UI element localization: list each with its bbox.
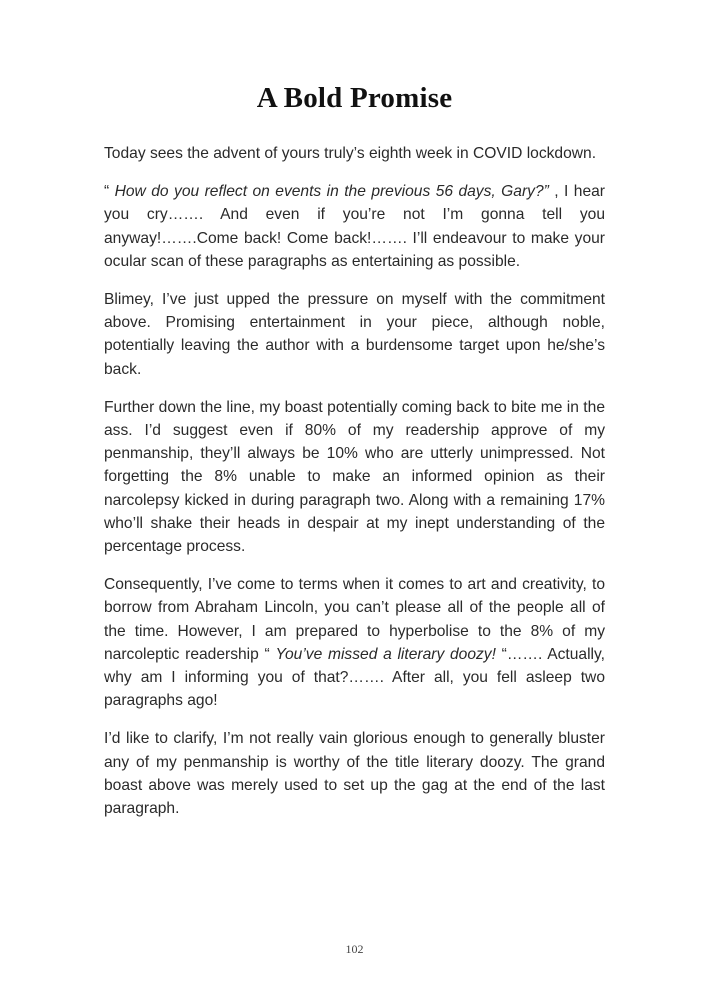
paragraph-2-rest: , I hear you cry……. And even if you’re not I’m gonna tell you anyway!…….Come back! Come back!……. I’ll endeavour to make your ocular scan of these paragraphs as entertaining as possible. [104,183,605,270]
page-title: A Bold Promise [256,82,453,114]
paragraph-1: Today sees the advent of yours truly’s eighth week in COVID lockdown. [104,145,597,162]
quoted-exclamation: You’ve missed a literary doozy! [275,645,496,663]
paragraph-5-before: Consequently, I’ve come to terms when it comes to art and creativity, to borrow from Abraham Lincoln, you can’t please all of the people all of the time. However, I am prepared to hyperbolise to the 8% of my narcoleptic readership “ [104,576,605,663]
body-text [104,142,605,835]
paragraph-2 [104,180,605,273]
paragraph-4: Further down the line, my boast potentially coming back to bite me in the ass. I’d suggest even if 80% of my readership approve of my penmanship, they’ll always be 10% who are utterly unimpressed. Not forgetting the 8% unable to make an informed opinion as their narcolepsy kicked in during paragraph two. Along with a remaining 17% who’ll shake their heads in despair at my inept understanding of the percentage process. [104,398,605,556]
paragraph-5 [104,573,605,712]
paragraph-6: I’d like to clarify, I’m not really vain glorious enough to generally bluster any of my penmanship is worthy of the title literary doozy. The grand boast above was merely used to set up the gag at the end of the last paragraph. [104,730,605,818]
quoted-question: How do you reflect on events in the previous 56 days, Gary?” [114,183,549,201]
paragraph-3: Blimey, I’ve just upped the pressure on myself with the commitment above. Promising entertainment in your piece, although noble, potentially leaving the author with a burdensome target upon he/she’s back. [104,291,605,378]
page-number: 102 [345,942,364,956]
open-quote: “ [104,183,115,201]
paragraph-5-after: “……. Actually, why am I informing you of that?……. After all, you fell asleep two paragraphs ago! [104,645,605,710]
